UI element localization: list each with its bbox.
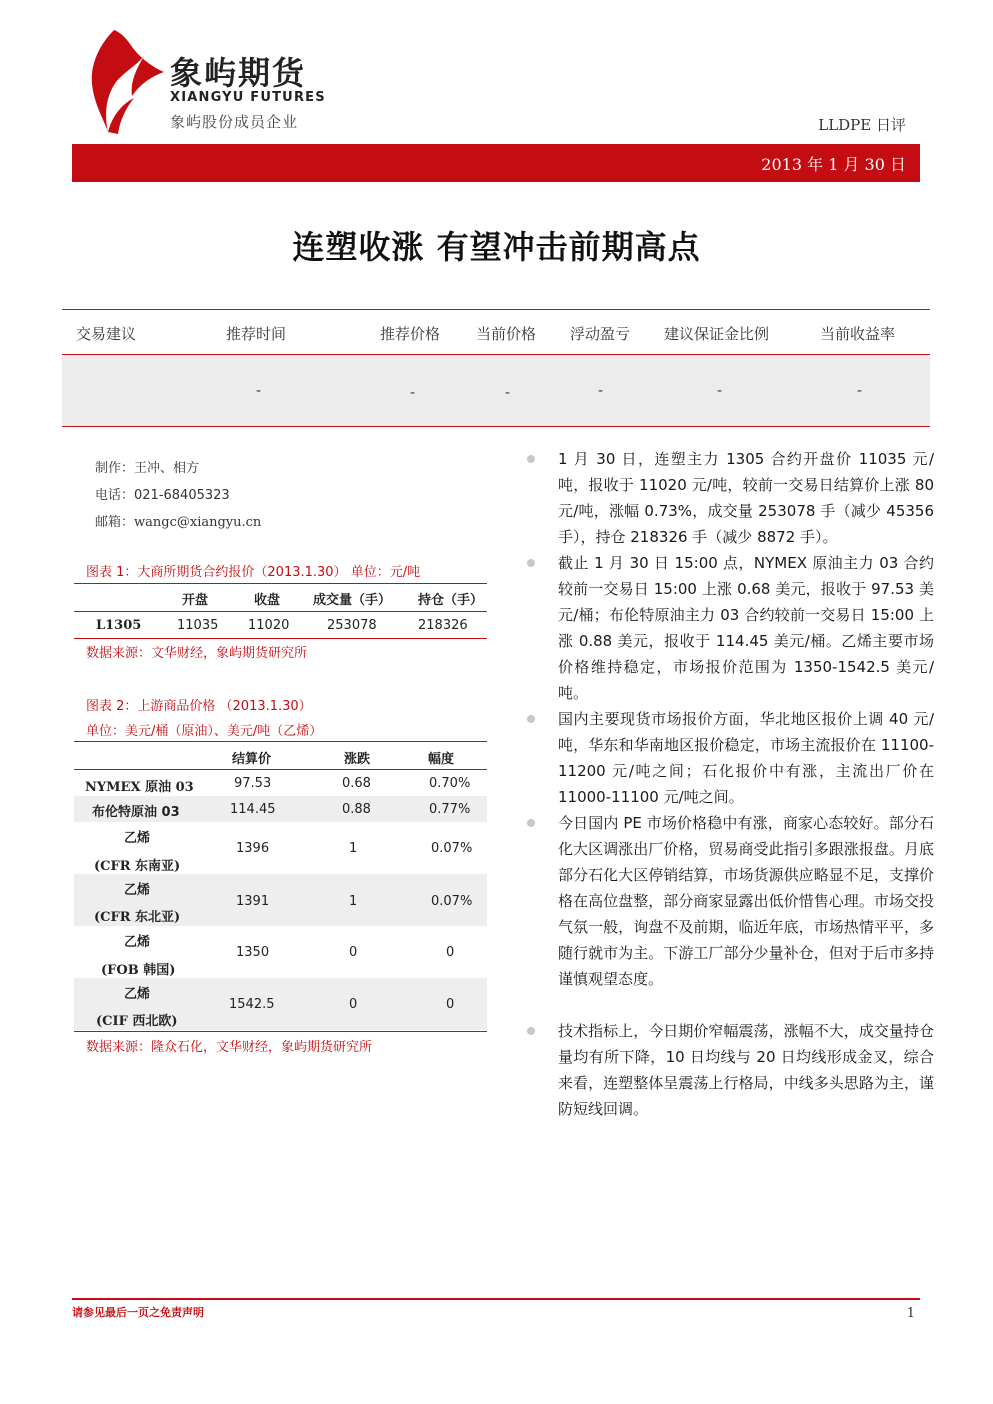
page-title: 连塑收涨 有望冲击前期高点 <box>292 228 701 266</box>
figure2-row-name: 乙烯 <box>124 883 151 898</box>
rec-table-mid-rule <box>62 354 930 355</box>
figure2-row-change: 0.88 <box>342 802 371 817</box>
figure2-row-pct: 0.70% <box>429 776 471 791</box>
figure2-row-change: 1 <box>349 841 358 856</box>
figure2-row-name: 布伦特原油 03 <box>92 805 180 820</box>
figure1-bottom-rule <box>74 638 487 639</box>
figure2-header-pct: 幅度 <box>428 752 455 767</box>
brand-name-cn: 象屿期货 <box>170 54 307 92</box>
rec-value-time: - <box>256 383 262 399</box>
bullet-icon <box>527 559 535 567</box>
bullet-icon <box>527 715 535 723</box>
figure2-row-settle: 1396 <box>236 841 270 856</box>
figure1-row-volume: 253078 <box>327 618 377 633</box>
email-address: wangc@xiangyu.cn <box>134 515 262 530</box>
figure2-row-name: 乙烯 <box>124 831 151 846</box>
rec-header-advice: 交易建议 <box>76 325 137 343</box>
phone-line <box>95 484 230 503</box>
figure1-mid-rule <box>74 611 487 612</box>
figure2-row-name: 乙烯 <box>124 935 151 950</box>
footer-rule <box>72 1298 920 1300</box>
figure1-source: 数据来源：文华财经，象屿期货研究所 <box>86 646 308 661</box>
doc-type: LLDPE 日评 <box>818 116 906 134</box>
commentary-paragraph: 1 月 30 日，连塑主力 1305 合约开盘价 11035 元/吨，报收于 11020 元/吨，较前一交易日结算价上涨 80 元/吨，涨幅 0.73%，成交量 253078 手（减少 45356 手），持仓 218326 手（减少 8872 手）。 <box>558 450 934 546</box>
figure2-row-settle: 97.53 <box>234 776 272 791</box>
figure2-unit: 单位：美元/桶（原油）、美元/吨（乙烯） <box>86 724 323 739</box>
commentary-paragraph: 今日国内 PE 市场价格稳中有涨，商家心态较好。部分石化大区调涨出厂价格，贸易商受此指引多跟涨报盘。月底部分石化大区停销结算，市场货源供应略显不足，支撑价格在高位盘整，部分商家显露出低价惜售心理。市场交投气氛一般，询盘不及前期，临近年底，市场热情平平，多随行就市为主。下游工厂部分少量补仓，但对于后市多持谨慎观望态度。 <box>558 814 934 988</box>
bullet-icon <box>527 819 535 827</box>
figure2-row-region: (CFR 东南亚) <box>94 859 181 874</box>
commentary-paragraph: 截止 1 月 30 日 15:00 点，NYMEX 原油主力 03 合约较前一交易日 15:00 上涨 0.68 美元，报收于 97.53 美元/桶；布伦特原油主力 03 合约较前一交易日 15:00 上涨 0.88 美元，报收于 114.45 美元/桶。乙烯主要市场价格维持稳定，市场报价范围为 1350-1542.5 美元/吨。 <box>558 554 934 702</box>
figure2-row-settle: 1542.5 <box>229 997 275 1012</box>
rec-value-return: - <box>857 383 863 399</box>
figure1-top-rule <box>74 583 487 584</box>
figure2-row-name: NYMEX 原油 03 <box>85 780 194 795</box>
brand-name-en: XIANGYU FUTURES <box>170 90 326 105</box>
rec-header-margin: 建议保证金比例 <box>664 325 770 343</box>
rec-value-pnl: - <box>598 383 604 399</box>
brand-subtitle: 象屿股份成员企业 <box>170 113 299 131</box>
figure2-top-rule <box>74 741 487 742</box>
disclaimer-note: 请参见最后一页之免责声明 <box>72 1306 204 1319</box>
phone-label: 电话： <box>95 488 135 503</box>
report-date: 2013 年 1 月 30 日 <box>761 155 906 174</box>
rec-table-top-rule <box>62 309 930 310</box>
figure1-row-close: 11020 <box>248 618 290 633</box>
figure2-row-settle: 1350 <box>236 945 270 960</box>
figure1-header-oi: 持仓（手） <box>418 593 484 608</box>
rec-header-current: 当前价格 <box>476 325 537 343</box>
page-number: 1 <box>906 1306 915 1321</box>
commentary-paragraph: 国内主要现货市场报价方面，华北地区报价上调 40 元/吨，华东和华南地区报价稳定，市场主流报价在 11100-11200 元/吨之间；石化报价中有涨，主流出厂价在 11000-11100 元/吨之间。 <box>558 710 934 806</box>
figure2-row-name: 乙烯 <box>124 987 151 1002</box>
bullet-icon <box>527 1027 535 1035</box>
figure2-row-change: 0 <box>349 997 358 1012</box>
figure1-row-contract: L1305 <box>96 618 142 633</box>
rec-table-body <box>62 355 930 426</box>
email-label: 邮箱： <box>95 515 135 530</box>
phone-number: 021-68405323 <box>134 488 230 503</box>
figure2-row-change: 0.68 <box>342 776 371 791</box>
commentary-paragraph: 技术指标上，今日期价窄幅震荡，涨幅不大，成交量持仓量均有所下降，10 日均线与 20 日均线形成金叉，综合来看，连塑整体呈震荡上行格局，中线多头思路为主，谨防短线回调。 <box>558 1022 934 1118</box>
figure1-header-volume: 成交量（手） <box>313 593 392 608</box>
rec-table-bottom-rule <box>62 426 930 427</box>
figure1-row-open: 11035 <box>177 618 219 633</box>
rec-header-pnl: 浮动盈亏 <box>570 325 631 343</box>
figure2-caption: 图表 2：上游商品价格 （2013.1.30） <box>86 699 312 714</box>
figure2-row-pct: 0.07% <box>431 894 473 909</box>
figure2-row-settle: 114.45 <box>230 802 276 817</box>
rec-header-time: 推荐时间 <box>226 325 287 343</box>
figure2-row-change: 0 <box>349 945 358 960</box>
figure2-row-region: (CFR 东北亚) <box>94 910 181 925</box>
figure2-row-change: 1 <box>349 894 358 909</box>
figure1-caption: 图表 1：大商所期货合约报价（2013.1.30） 单位：元/吨 <box>86 565 421 580</box>
rec-value-price: - <box>410 385 416 401</box>
date-bar <box>72 144 920 182</box>
rec-header-return: 当前收益率 <box>820 325 896 343</box>
rec-value-margin: - <box>717 383 723 399</box>
figure2-header-settle: 结算价 <box>232 752 272 767</box>
figure2-row-region: (FOB 韩国) <box>101 963 176 978</box>
figure2-row-pct: 0.77% <box>429 802 471 817</box>
bullet-icon <box>527 455 535 463</box>
figure1-row-oi: 218326 <box>418 618 468 633</box>
figure2-row-settle: 1391 <box>236 894 270 909</box>
figure1-header-open: 开盘 <box>182 593 209 608</box>
rec-header-price: 推荐价格 <box>380 325 441 343</box>
figure2-row-pct: 0.07% <box>431 841 473 856</box>
figure2-row-pct: 0 <box>446 997 455 1012</box>
author: 制作：王冲、相方 <box>95 461 200 476</box>
figure2-header-change: 涨跌 <box>344 752 371 767</box>
logo-flame-icon <box>78 26 168 136</box>
figure2-source: 数据来源：隆众石化，文华财经，象屿期货研究所 <box>86 1040 373 1055</box>
email-line <box>95 511 261 530</box>
figure1-header-close: 收盘 <box>254 593 281 608</box>
figure2-bottom-rule <box>74 1031 487 1032</box>
figure2-row-region: (CIF 西北欧) <box>96 1014 178 1029</box>
rec-value-current: - <box>505 385 511 401</box>
figure2-mid-rule <box>74 769 487 770</box>
figure2-row-pct: 0 <box>446 945 455 960</box>
